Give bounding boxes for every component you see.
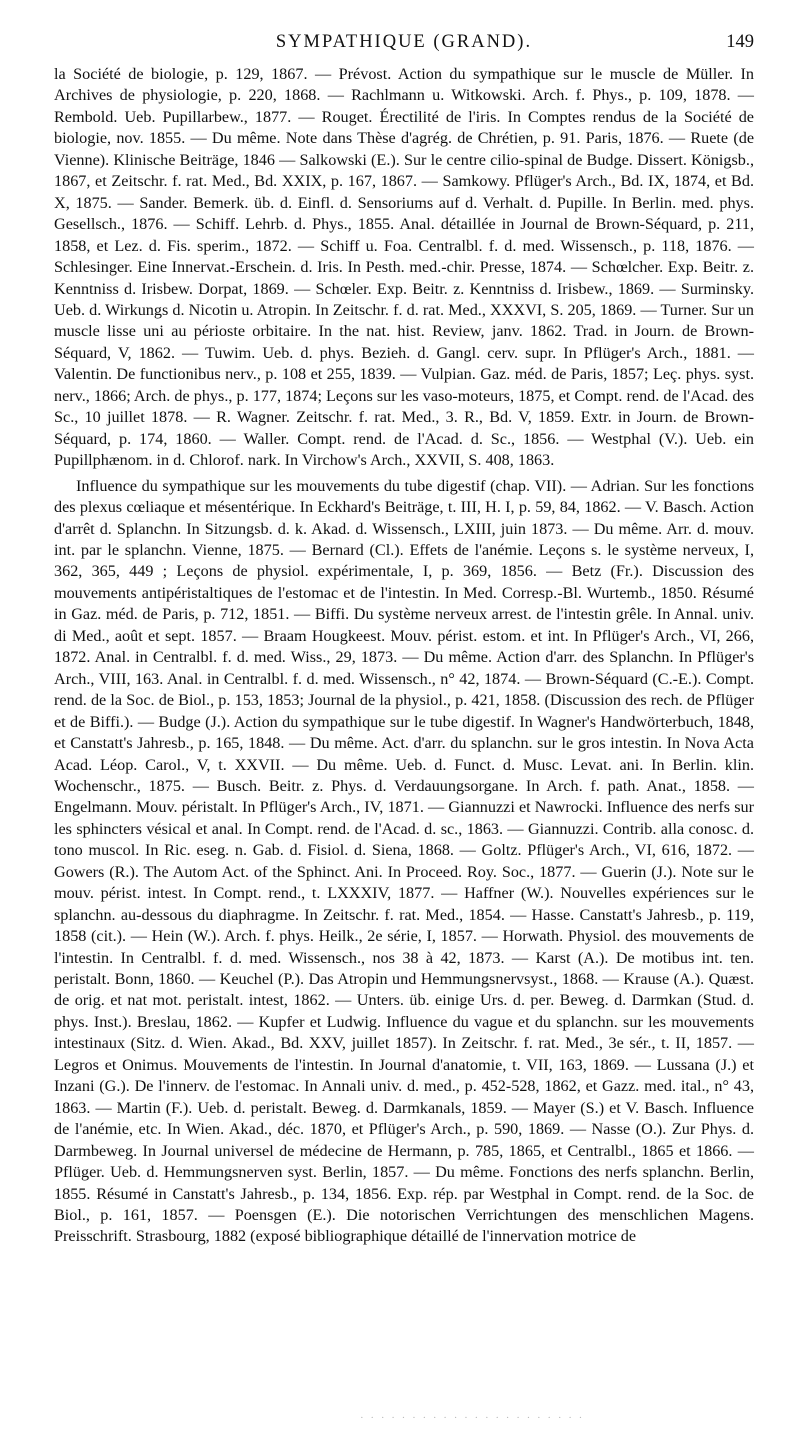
faded-print-marks: · · · · · · · · · · · · · · · · · · · · · ·	[360, 1412, 585, 1424]
running-title: SYMPATHIQUE (GRAND).	[275, 32, 533, 52]
page-number: 149	[726, 32, 754, 52]
bibliography-paragraph-digestive: Influence du sympathique sur les mouvements du tube digestif (chap. VII). — Adrian. Sur les fonctions des plexus cœliaque et mésentérique. In Eckhard's Beiträge, t. III, H. I, p. 59, 84, 1862. — V. Basch. Action d'arrêt d. Splanchn. In Sitzungsb. d. k. Akad. d. Wissensch., LXIII, juin 1873. — Du même. Arr. d. mouv. int. par le splanchn. Vienne, 1875. — Bernard (Cl.). Effets de l'anémie. Leçons s. le système nerveux, I, 362, 365, 449 ; Leçons de physiol. expérimentale, I, p. 369, 1856. — Betz (Fr.). Discussion des mouvements antipéristaltiques de l'estomac et de l'intestin. In Med. Corresp.-Bl. Wurtemb., 1850. Résumé in Gaz. méd. de Paris, p. 712, 1851. — Biffi. Du système nerveux arrest. de l'intestin grêle. In Annal. univ. di Med., août et sept. 1857. — Braam Hougkeest. Mouv. périst. estom. et int. In Pflüger's Arch., VI, 266, 1872. Anal. in Centralbl. f. d. med. Wiss., 29, 1873. — Du même. Action d'arr. des Splanchn. In Pflüger's Arch., VIII, 163. Anal. in Centralbl. f. d. med. Wissensch., n° 42, 1874. — Brown-Séquard (C.-E.). Compt. rend. de la Soc. de Biol., p. 153, 1853; Journal de la physiol., p. 421, 1858. (Discussion des rech. de Pflüger et de Biffi.). — Budge (J.). Action du sympathique sur le tube digestif. In Wagner's Handwörterbuch, 1848, et Canstatt's Jahresb., p. 165, 1848. — Du même. Act. d'arr. du splanchn. sur le gros intestin. In Nova Acta Acad. Léop. Carol., V, t. XXVII. — Du même. Ueb. d. Funct. d. Musc. Levat. ani. In Berlin. klin. Wochenschr., 1875. — Busch. Beitr. z. Phys. d. Verdauungsorgane. In Arch. f. path. Anat., 1858. — Engelmann. Mouv. péristalt. In Pflüger's Arch., IV, 1871. — Giannuzzi et Nawrocki. Influence des nerfs sur les sphincters vésical et anal. In Compt. rend. de l'Acad. d. sc., 1863. — Giannuzzi. Contrib. alla conosc. d. tono muscol. In Ric. eseg. n. Gab. d. Fisiol. d. Siena, 1868. — Goltz. Pflüger's Arch., VI, 616, 1872. — Gowers (R.). The Autom Act. of the Sphinct. Ani. In Proceed. Roy. Soc., 1877. — Guerin (J.). Note sur le mouv. périst. intest. In Compt. rend., t. LXXXIV, 1877. — Haffner (W.). Nouvelles expériences sur le splanchn. au-dessous du diaphragme. In Zeitschr. f. rat. Med., 1854. — Hasse. Canstatt's Jahresb., p. 119, 1858 (cit.). — Hein (W.). Arch. f. phys. Heilk., 2e série, I, 1857. — Horwath. Physiol. des mouvements de l'intestin. In Centralbl. f. d. med. Wissensch., nos 38 à 42, 1873. — Karst (A.). De motibus int. ten. peristalt. Bonn, 1860. — Keuchel (P.). Das Atropin und Hemmungsnervsyst., 1868. — Krause (A.). Quæst. de orig. et nat mot. peristalt. intest, 1862. — Unters. üb. einige Urs. d. per. Beweg. d. Darmkan (Stud. d. phys. Inst.). Breslau, 1862. — Kupfer et Ludwig. Influence du vague et du splanchn. sur les mouvements intestinaux (Sitz. d. Wien. Akad., Bd. XXV, juillet 1857). In Zeitschr. f. rat. Med., 3e sér., t. II, 1857. — Legros et Onimus. Mouvements de l'intestin. In Journal d'anatomie, t. VII, 163, 1869. — Lussana (J.) et Inzani (G.). De l'innerv. de l'estomac. In Annali univ. d. med., p. 452-528, 1862, et Gazz. med. ital., n° 43, 1863. — Martin (F.). Ueb. d. peristalt. Beweg. d. Darmkanals, 1859. — Mayer (S.) et V. Basch. Influence de l'anémie, etc. In Wien. Akad., déc. 1870, et Pflüger's Arch., p. 590, 1869. — Nasse (O.). Zur Phys. d. Darmbeweg. In Journal universel de médecine de Hermann, p. 785, 1865, et Centralbl., 1865 et 1866. — Pflüger. Ueb. d. Hemmungsnerven syst. Berlin, 1857. — Du même. Fonctions des nerfs splanchn. Berlin, 1855. Résumé in Canstatt's Jahresb., p. 134, 1856. Exp. rép. par Westphal in Compt. rend. de la Soc. de Biol., p. 161, 1857. — Poensgen (E.). Die notorischen Verrichtungen des menschlichen Magens. Preisschrift. Strasbourg, 1882 (exposé bibliographique détaillé de l'innervation motrice de	[54, 476, 754, 1246]
running-header	[54, 28, 754, 58]
bibliography-paragraph-continued: la Société de biologie, p. 129, 1867. — Prévost. Action du sympathique sur le muscle de Müller. In Archives de physiologie, p. 220, 1868. — Rachlmann u. Witkowski. Arch. f. Phys., p. 109, 1878. — Rembold. Ueb. Pupillarbew., 1877. — Rouget. Érectilité de l'iris. In Comptes rendus de la Société de biologie, nov. 1855. — Du même. Note dans Thèse d'agrég. de Chrétien, p. 91. Paris, 1876. — Ruete (de Vienne). Klinische Beiträge, 1846 — Salkowski (E.). Sur le centre cilio-spinal de Budge. Dissert. Königsb., 1867, et Zeitschr. f. rat. Med., Bd. XXIX, p. 167, 1867. — Samkowy. Pflüger's Arch., Bd. IX, 1874, et Bd. X, 1875. — Sander. Bemerk. üb. d. Einfl. d. Sensoriums auf d. Verhalt. d. Pupille. In Berlin. med. phys. Gesellsch., 1876. — Schiff. Lehrb. d. Phys., 1855. Anal. détaillée in Journal de Brown-Séquard, p. 211, 1858, et Lez. d. Fis. sperim., 1872. — Schiff u. Foa. Centralbl. f. d. med. Wissensch., p. 118, 1876. — Schlesinger. Eine Innervat.-Erschein. d. Iris. In Pesth. med.-chir. Presse, 1874. — Schœlcher. Exp. Beitr. z. Kenntniss d. Irisbew. Dorpat, 1869. — Schœler. Exp. Beitr. z. Kenntniss d. Irisbew., 1869. — Surminsky. Ueb. d. Wirkungs d. Nicotin u. Atropin. In Zeitschr. f. d. rat. Med., XXXVI, S. 205, 1869. — Turner. Sur un muscle lisse uni au périoste orbitaire. In the nat. hist. Review, janv. 1862. Trad. in Journ. de Brown-Séquard, V, 1862. — Tuwim. Ueb. d. phys. Bezieh. d. Gangl. cerv. supr. In Pflüger's Arch., 1881. — Valentin. De functionibus nerv., p. 108 et 255, 1839. — Vulpian. Gaz. méd. de Paris, 1857; Leç. phys. syst. nerv., 1866; Arch. de phys., p. 177, 1874; Leçons sur les vaso-moteurs, 1875, et Compt. rend. de l'Acad. des Sc., 10 juillet 1878. — R. Wagner. Zeitschr. f. rat. Med., 3. R., Bd. V, 1859. Extr. in Journ. de Brown-Séquard, p. 174, 1860. — Waller. Compt. rend. de l'Acad. d. Sc., 1856. — Westphal (V.). Ueb. ein Pupillphænom. in d. Chlorof. nark. In Virchow's Arch., XXVII, S. 408, 1863.	[54, 65, 754, 470]
